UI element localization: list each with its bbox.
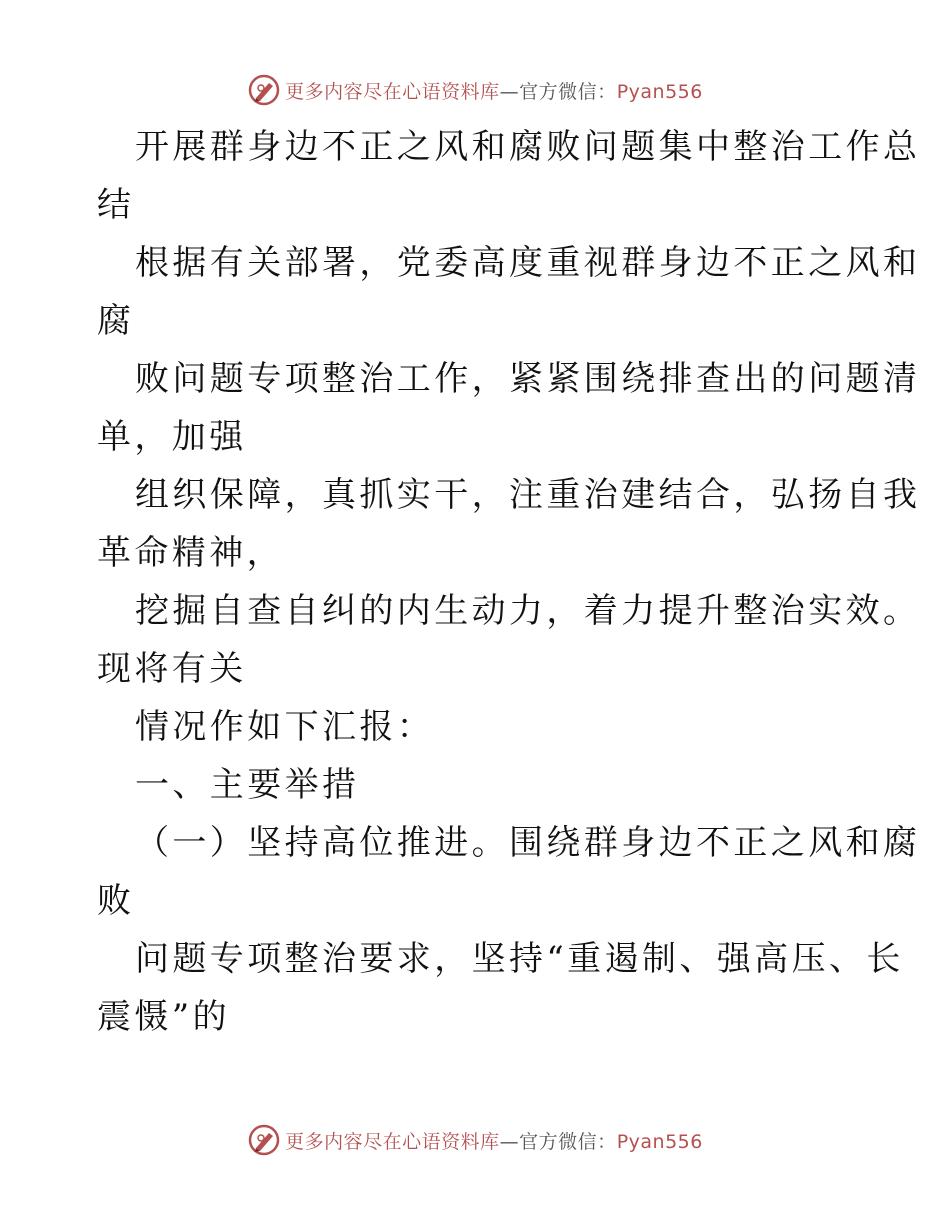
document-line: 现将有关 bbox=[97, 649, 247, 689]
document-line: 败问题专项整治工作，紧紧围绕排查出的问题清 bbox=[135, 359, 921, 399]
document-line: 组织保障，真抓实干，注重治建结合，弘扬自我 bbox=[135, 475, 921, 515]
document-line: 一、主要举措 bbox=[135, 765, 360, 805]
footer-watermark bbox=[0, 1120, 950, 1160]
document-line: 情况作如下汇报： bbox=[135, 707, 435, 747]
watermark-text bbox=[285, 1127, 703, 1154]
document-line: 结 bbox=[97, 185, 135, 225]
watermark-wechat-id: Pyan556 bbox=[616, 1130, 703, 1153]
document-line: 开展群身边不正之风和腐败问题集中整治工作总 bbox=[135, 127, 921, 167]
watermark-part2: 官方微信： bbox=[519, 80, 617, 103]
watermark-text bbox=[285, 77, 703, 104]
header-watermark bbox=[0, 70, 950, 110]
document-body bbox=[97, 118, 921, 1046]
document-line: 单，加强 bbox=[97, 417, 247, 457]
watermark-part1: 更多内容尽在心语资料库 bbox=[285, 1130, 500, 1153]
document-line: 震慑”的 bbox=[97, 997, 230, 1037]
document-line: 败 bbox=[97, 881, 135, 921]
watermark-wechat-id: Pyan556 bbox=[616, 80, 703, 103]
document-line: 根据有关部署，党委高度重视群身边不正之风和 bbox=[135, 243, 921, 283]
document-line: （一）坚持高位推进。围绕群身边不正之风和腐 bbox=[135, 823, 921, 863]
pen-logo-icon bbox=[247, 73, 281, 107]
watermark-part1: 更多内容尽在心语资料库 bbox=[285, 80, 500, 103]
document-line: 腐 bbox=[97, 301, 135, 341]
pen-logo-icon bbox=[247, 1123, 281, 1157]
watermark-part2: 官方微信： bbox=[519, 1130, 617, 1153]
document-line: 问题专项整治要求，坚持“重遏制、强高压、长 bbox=[135, 939, 904, 979]
watermark-dash: — bbox=[499, 1130, 520, 1153]
watermark-dash: — bbox=[499, 80, 520, 103]
document-line: 挖掘自查自纠的内生动力，着力提升整治实效。 bbox=[135, 591, 921, 631]
document-line: 革命精神， bbox=[97, 533, 284, 573]
